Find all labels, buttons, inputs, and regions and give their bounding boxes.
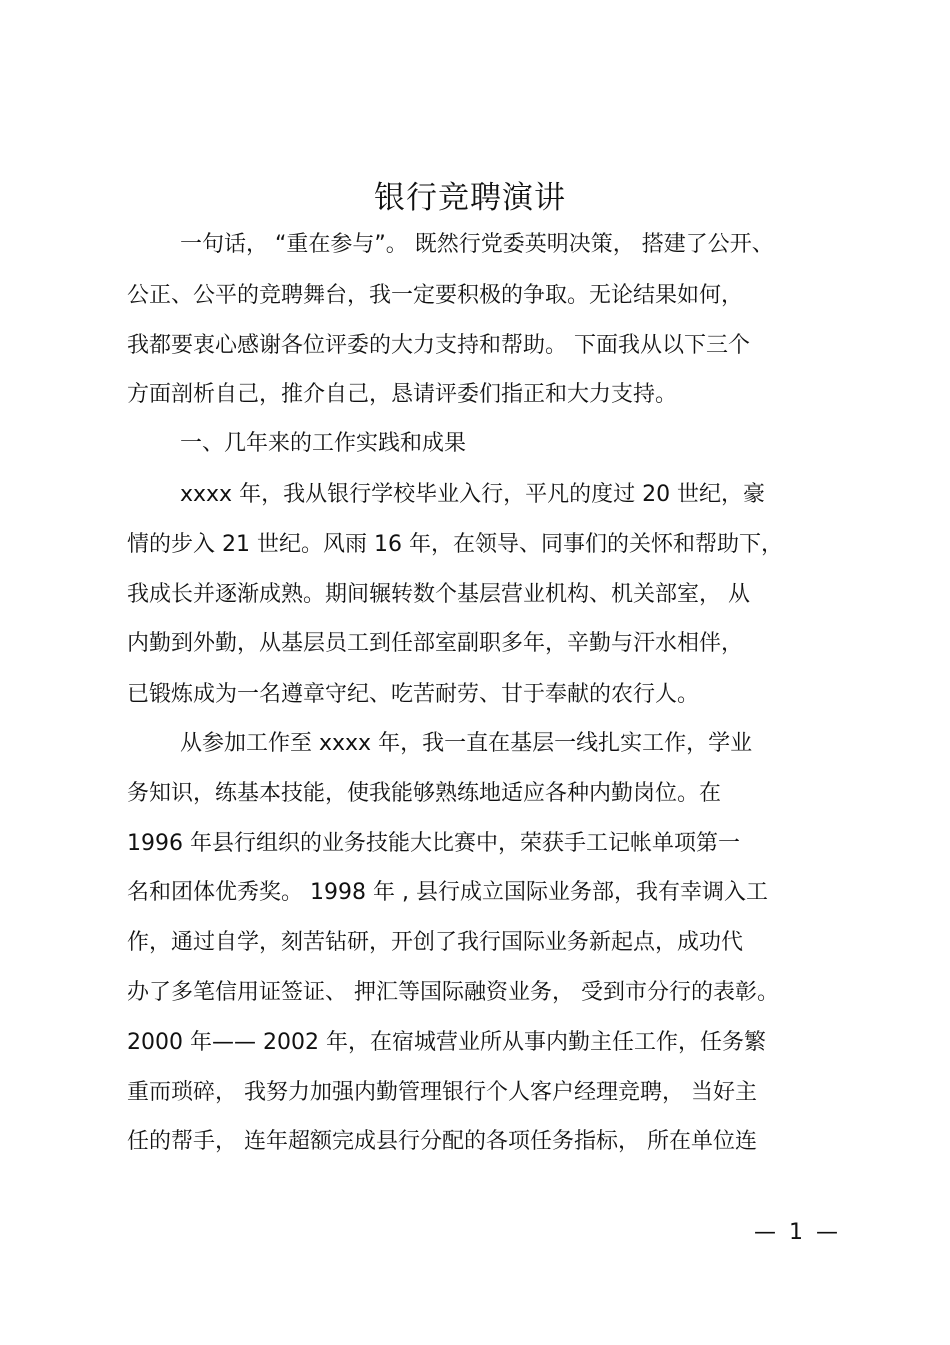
- paragraph-line: 内勤到外勤，从基层员工到任部室副职多年，辛勤与汗水相伴，: [127, 631, 744, 656]
- paragraph-line: 我成长并逐渐成熟。期间辗转数个基层营业机构、机关部室， 从: [127, 582, 750, 607]
- paragraph-line: 务知识，练基本技能，使我能够熟练地适应各种内勤岗位。在: [127, 781, 722, 806]
- paragraph-line: 公正、公平的竞聘舞台，我一定要积极的争取。无论结果如何，: [127, 283, 744, 308]
- paragraph-line: 情的步入 21 世纪。风雨 16 年，在领导、同事们的关怀和帮助下，: [127, 532, 783, 557]
- document-title: 银行竞聘演讲: [374, 180, 566, 216]
- paragraph-line: 一句话， “重在参与”。 既然行党委英明决策， 搭建了公开、: [180, 232, 774, 257]
- page-number: — 1 —: [754, 1220, 841, 1245]
- paragraph-line: 重而琐碎， 我努力加强内勤管理银行个人客户经理竞聘， 当好主: [127, 1080, 757, 1105]
- paragraph-line: xxxx 年，我从银行学校毕业入行，平凡的度过 20 世纪，豪: [180, 482, 766, 507]
- paragraph-line: 1996 年县行组织的业务技能大比赛中，荣获手工记帐单项第一: [127, 831, 740, 856]
- paragraph-line: 名和团体优秀奖。 1998 年 , 县行成立国际业务部，我有幸调入工: [127, 880, 768, 905]
- paragraph-line: 已锻炼成为一名遵章守纪、吃苦耐劳、甘于奉献的农行人。: [127, 682, 700, 707]
- section-heading: 一、几年来的工作实践和成果: [180, 431, 467, 456]
- paragraph-line: 我都要衷心感谢各位评委的大力支持和帮助。 下面我从以下三个: [127, 333, 750, 358]
- paragraph-line: 作，通过自学，刻苦钻研，开创了我行国际业务新起点，成功代: [127, 930, 744, 955]
- paragraph-line: 2000 年—— 2002 年，在宿城营业所从事内勤主任工作，任务繁: [127, 1030, 766, 1055]
- paragraph-line: 任的帮手， 连年超额完成县行分配的各项任务指标， 所在单位连: [127, 1129, 757, 1154]
- paragraph-line: 办了多笔信用证签证、 押汇等国际融资业务， 受到市分行的表彰。: [127, 980, 779, 1005]
- paragraph-line: 从参加工作至 xxxx 年，我一直在基层一线扎实工作，学业: [180, 731, 753, 756]
- paragraph-line: 方面剖析自己，推介自己，恳请评委们指正和大力支持。: [127, 382, 678, 407]
